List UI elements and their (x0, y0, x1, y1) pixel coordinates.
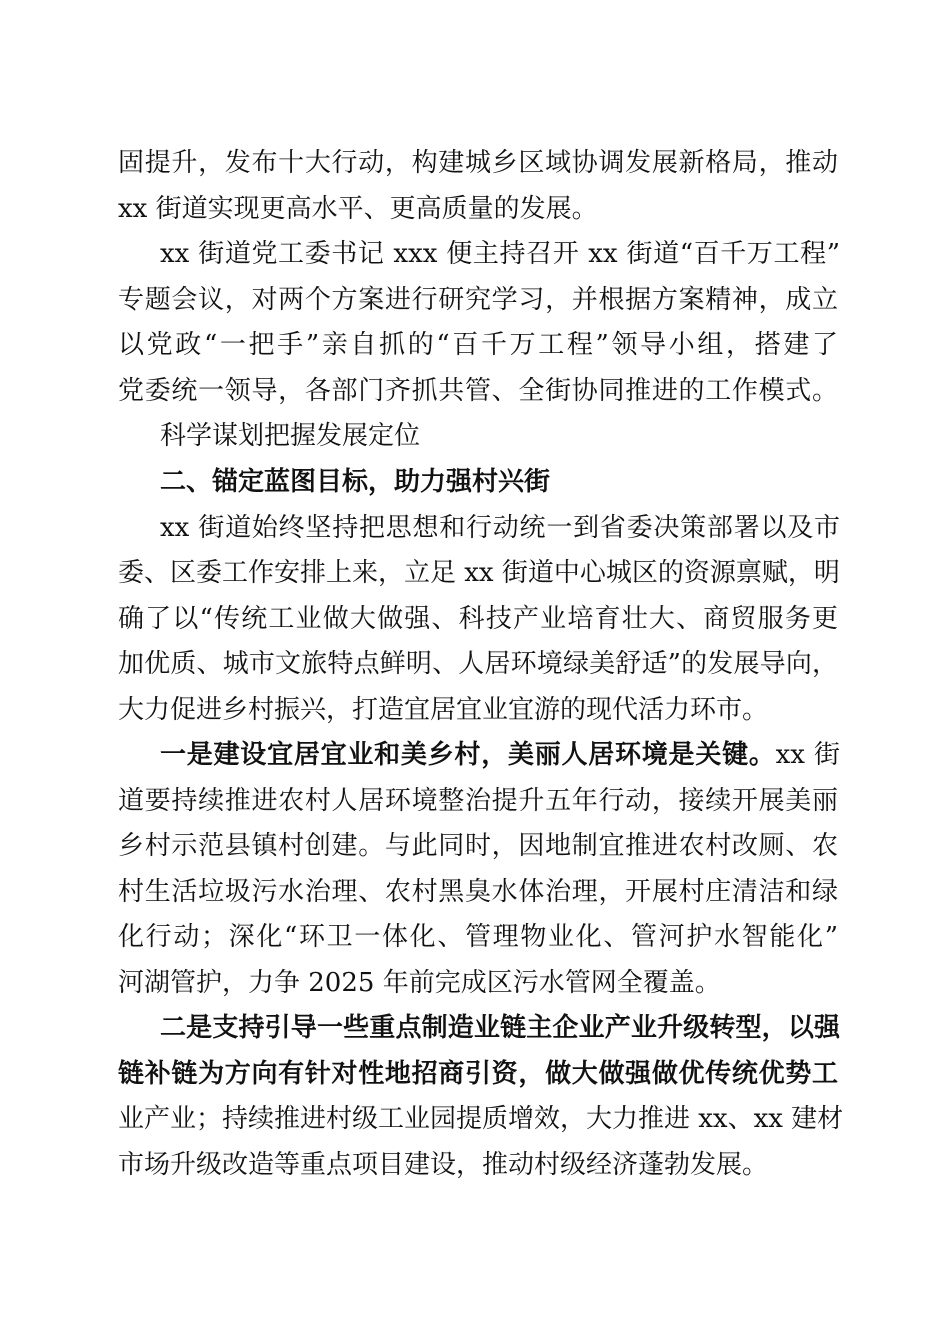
paragraph-text: xx 街 (775, 740, 840, 770)
paragraph-line: 化行动；深化“环卫一体化、管理物业化、管河护水智能化” (118, 922, 838, 952)
paragraph-lead: 二是 (160, 1013, 213, 1043)
paragraph-line: 以党政“一把手”亲自抓的“百千万工程”领导小组，搭建了 (118, 330, 838, 360)
paragraph-line: xx 街道党工委书记 xxx 便主持召开 xx 街道“百千万工程” (160, 239, 840, 269)
section-heading: 二、锚定蓝图目标，助力强村兴街 (160, 467, 551, 497)
paragraph-line: 固提升，发布十大行动，构建城乡区域协调发展新格局，推动 (118, 148, 838, 178)
paragraph-line: xx 街道实现更高水平、更高质量的发展。 (118, 194, 598, 224)
paragraph-lead: 一是建设宜居宜业和美乡村，美丽人居环境是关键。 (160, 740, 776, 770)
paragraph-line: 委、区委工作安排上来，立足 xx 街道中心城区的资源禀赋，明 (118, 558, 840, 588)
paragraph-line (160, 742, 840, 768)
paragraph-line: 专题会议，对两个方案进行研究学习，并根据方案精神，成立 (118, 285, 838, 315)
paragraph-line: 确了以“传统工业做大做强、科技产业培育壮大、商贸服务更 (118, 604, 838, 634)
paragraph-line: 大力促进乡村振兴，打造宜居宜业宜游的现代活力环市。 (118, 695, 769, 725)
paragraph-line: 市场升级改造等重点项目建设，推动村级经济蓬勃发展。 (118, 1150, 769, 1180)
paragraph-line: 道要持续推进农村人居环境整治提升五年行动，接续开展美丽 (118, 786, 838, 816)
paragraph-line: xx 街道始终坚持把思想和行动统一到省委决策部署以及市 (160, 513, 840, 543)
paragraph-line: 河湖管护，力争 2025 年前完成区污水管网全覆盖。 (118, 968, 721, 998)
paragraph-line: 链补链为方向有针对性地招商引资，做大做强做优传统优势工 (118, 1059, 838, 1089)
paragraph-line: 党委统一领导，各部门齐抓共管、全街协同推进的工作模式。 (118, 376, 838, 406)
section-subtitle: 科学谋划把握发展定位 (160, 421, 421, 451)
paragraph-line (160, 1015, 840, 1041)
paragraph-text: 支持引导一些重点制造业链主企业产业升级转型，以强 (212, 1013, 840, 1043)
paragraph-line: 业产业；持续推进村级工业园提质增效，大力推进 xx、xx 建材 (118, 1104, 844, 1134)
paragraph-line: 加优质、城市文旅特点鲜明、人居环境绿美舒适”的发展导向， (118, 649, 838, 679)
paragraph-line: 乡村示范县镇村创建。与此同时，因地制宜推进农村改厕、农 (118, 831, 838, 861)
paragraph-line: 村生活垃圾污水治理、农村黑臭水体治理，开展村庄清洁和绿 (118, 877, 838, 907)
